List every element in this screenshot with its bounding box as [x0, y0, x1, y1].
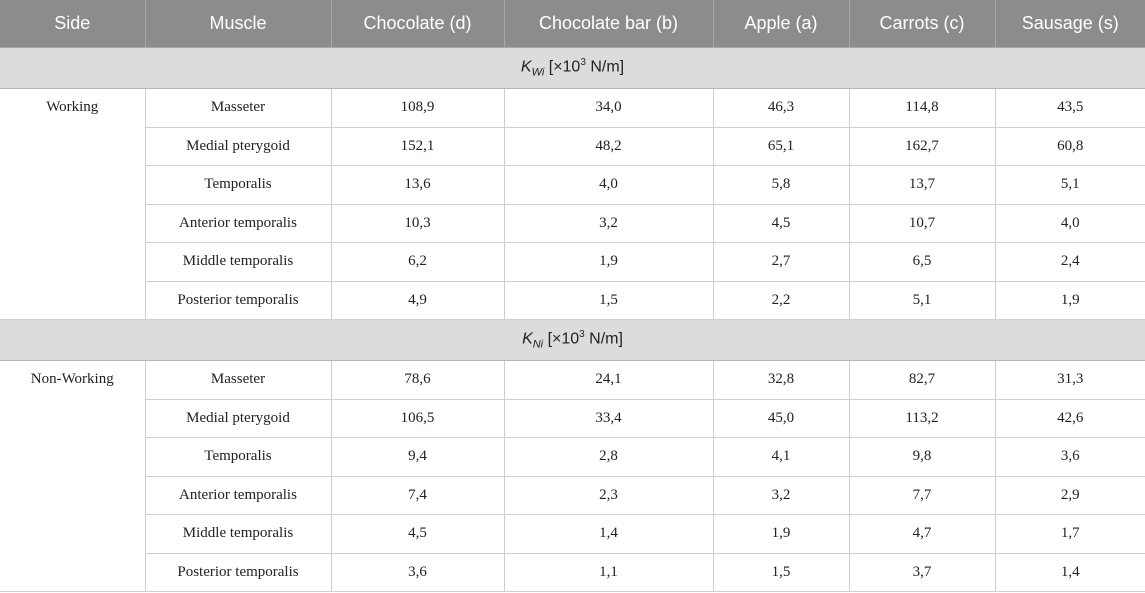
value-cell: 5,8: [713, 166, 849, 205]
value-cell: 34,0: [504, 89, 713, 128]
value-cell: 1,7: [995, 515, 1145, 554]
value-cell: 10,7: [849, 204, 995, 243]
section-unit-post: N/m]: [584, 330, 623, 348]
value-cell: 43,5: [995, 89, 1145, 128]
header-chocolate-bar: Chocolate bar (b): [504, 0, 713, 48]
muscle-cell: Temporalis: [145, 166, 331, 205]
section-header-row: [0, 320, 1145, 361]
section-header-row: [0, 48, 1145, 89]
value-cell: 24,1: [504, 361, 713, 400]
section-unit-post: N/m]: [585, 58, 625, 76]
muscle-cell: Posterior temporalis: [145, 281, 331, 320]
value-cell: 108,9: [331, 89, 504, 128]
muscle-cell: Masseter: [145, 361, 331, 400]
value-cell: 13,6: [331, 166, 504, 205]
value-cell: 65,1: [713, 127, 849, 166]
value-cell: 2,8: [504, 438, 713, 477]
value-cell: 1,1: [504, 553, 713, 592]
value-cell: 1,9: [713, 515, 849, 554]
table-row: [0, 438, 1145, 477]
header-row: [0, 0, 1145, 48]
table-row: [0, 166, 1145, 205]
section-title: [0, 48, 1145, 89]
value-cell: 9,8: [849, 438, 995, 477]
value-cell: 1,5: [504, 281, 713, 320]
value-cell: 5,1: [995, 166, 1145, 205]
table-row: [0, 89, 1145, 128]
value-cell: 114,8: [849, 89, 995, 128]
value-cell: 42,6: [995, 399, 1145, 438]
section-symbol: K: [520, 58, 532, 76]
value-cell: 1,9: [995, 281, 1145, 320]
muscle-cell: Medial pterygoid: [145, 399, 331, 438]
header-apple: Apple (a): [713, 0, 849, 48]
muscle-cell: Anterior temporalis: [145, 204, 331, 243]
table-row: [0, 361, 1145, 400]
section-subscript: Ni: [532, 338, 544, 351]
value-cell: 6,2: [331, 243, 504, 282]
value-cell: 46,3: [713, 89, 849, 128]
muscle-cell: Posterior temporalis: [145, 553, 331, 592]
header-sausage: Sausage (s): [995, 0, 1145, 48]
value-cell: 3,2: [713, 476, 849, 515]
value-cell: 48,2: [504, 127, 713, 166]
value-cell: 78,6: [331, 361, 504, 400]
section-unit-pre: [×10: [544, 58, 581, 76]
value-cell: 60,8: [995, 127, 1145, 166]
value-cell: 2,7: [713, 243, 849, 282]
value-cell: 7,4: [331, 476, 504, 515]
table-row: [0, 243, 1145, 282]
value-cell: 3,6: [995, 438, 1145, 477]
value-cell: 45,0: [713, 399, 849, 438]
value-cell: 4,9: [331, 281, 504, 320]
value-cell: 4,0: [995, 204, 1145, 243]
value-cell: 6,5: [849, 243, 995, 282]
value-cell: 9,4: [331, 438, 504, 477]
value-cell: 10,3: [331, 204, 504, 243]
value-cell: 2,9: [995, 476, 1145, 515]
value-cell: 1,4: [504, 515, 713, 554]
section-unit-exponent: 3: [580, 57, 586, 69]
value-cell: 4,1: [713, 438, 849, 477]
value-cell: 32,8: [713, 361, 849, 400]
value-cell: 13,7: [849, 166, 995, 205]
value-cell: 3,6: [331, 553, 504, 592]
muscle-cell: Temporalis: [145, 438, 331, 477]
value-cell: 152,1: [331, 127, 504, 166]
value-cell: 5,1: [849, 281, 995, 320]
header-chocolate: Chocolate (d): [331, 0, 504, 48]
value-cell: 4,7: [849, 515, 995, 554]
value-cell: 31,3: [995, 361, 1145, 400]
value-cell: 7,7: [849, 476, 995, 515]
muscle-cell: Medial pterygoid: [145, 127, 331, 166]
table-row: [0, 204, 1145, 243]
section-unit-pre: [×10: [543, 330, 580, 348]
value-cell: 2,4: [995, 243, 1145, 282]
header-side: Side: [0, 0, 145, 48]
side-cell: Non-Working: [0, 361, 145, 592]
value-cell: 4,5: [713, 204, 849, 243]
value-cell: 162,7: [849, 127, 995, 166]
header-carrots: Carrots (c): [849, 0, 995, 48]
section-symbol: K: [522, 330, 533, 348]
value-cell: 3,7: [849, 553, 995, 592]
value-cell: 33,4: [504, 399, 713, 438]
table-row: [0, 399, 1145, 438]
section-subscript: Wi: [531, 66, 545, 79]
value-cell: 1,9: [504, 243, 713, 282]
table-row: [0, 281, 1145, 320]
value-cell: 2,3: [504, 476, 713, 515]
value-cell: 4,0: [504, 166, 713, 205]
value-cell: 3,2: [504, 204, 713, 243]
section-unit-exponent: 3: [579, 329, 585, 341]
value-cell: 82,7: [849, 361, 995, 400]
table-row: [0, 515, 1145, 554]
muscle-cell: Masseter: [145, 89, 331, 128]
value-cell: 2,2: [713, 281, 849, 320]
value-cell: 1,5: [713, 553, 849, 592]
side-cell: Working: [0, 89, 145, 320]
muscle-cell: Anterior temporalis: [145, 476, 331, 515]
muscle-cell: Middle temporalis: [145, 243, 331, 282]
value-cell: 1,4: [995, 553, 1145, 592]
header-muscle: Muscle: [145, 0, 331, 48]
muscle-cell: Middle temporalis: [145, 515, 331, 554]
section-title: [0, 320, 1145, 361]
value-cell: 106,5: [331, 399, 504, 438]
value-cell: 4,5: [331, 515, 504, 554]
value-cell: 113,2: [849, 399, 995, 438]
table-row: [0, 127, 1145, 166]
table-row: [0, 553, 1145, 592]
table-row: [0, 476, 1145, 515]
